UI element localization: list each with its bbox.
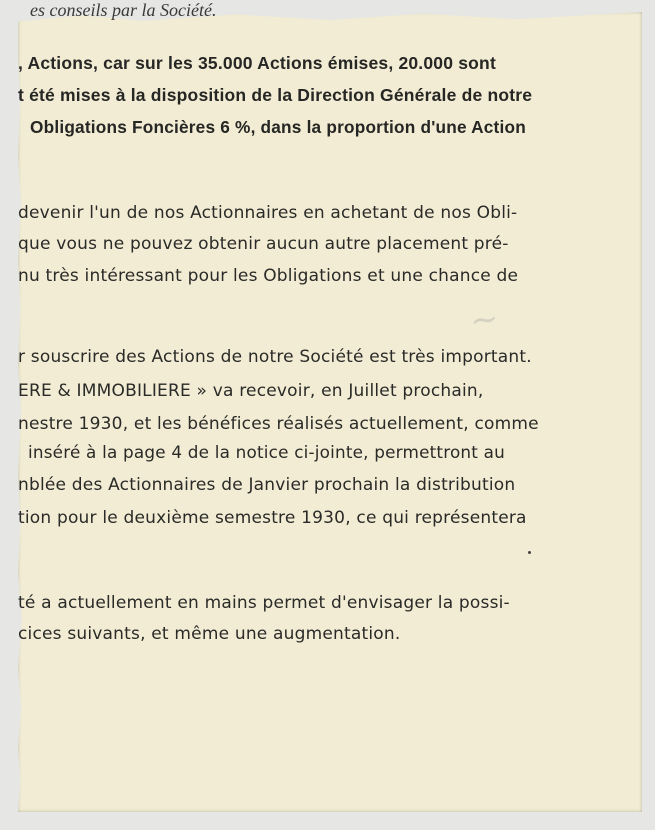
text-line-11: nblée des Actionnaires de Janvier prochain la distribution [18,475,516,495]
text-line-12: tion pour le deuxième semestre 1930, ce qui représentera [18,508,527,528]
text-line-8: ERE & IMMOBILIERE » va recevoir, en Juillet prochain, [18,381,484,401]
text-line-3: Obligations Foncières 6 %, dans la proportion d'une Action [30,117,526,137]
text-line-6: nu très intéressant pour les Obligations et une chance de [18,266,519,286]
ink-dot [528,551,531,554]
text-line-9: nestre 1930, et les bénéfices réalisés actuellement, comme [18,414,539,434]
text-line-13: té a actuellement en mains permet d'envisager la possi- [18,593,510,613]
faint-pencil-note: ~ [467,298,502,342]
text-line-1: , Actions, car sur les 35.000 Actions émises, 20.000 sont [18,53,496,73]
text-line-14: cices suivants, et même une augmentation. [18,624,401,644]
text-line-7: r souscrire des Actions de notre Société est très important. [18,347,532,367]
text-line-2: t été mises à la disposition de la Direction Générale de notre [18,85,533,105]
torn-header-text: es conseils par la Société. [30,0,217,20]
text-line-4: devenir l'un de nos Actionnaires en achetant de nos Obli- [18,203,518,223]
text-line-10: inséré à la page 4 de la notice ci-jointe, permettront au [28,443,505,463]
text-line-5: que vous ne pouvez obtenir aucun autre placement pré- [18,234,509,254]
